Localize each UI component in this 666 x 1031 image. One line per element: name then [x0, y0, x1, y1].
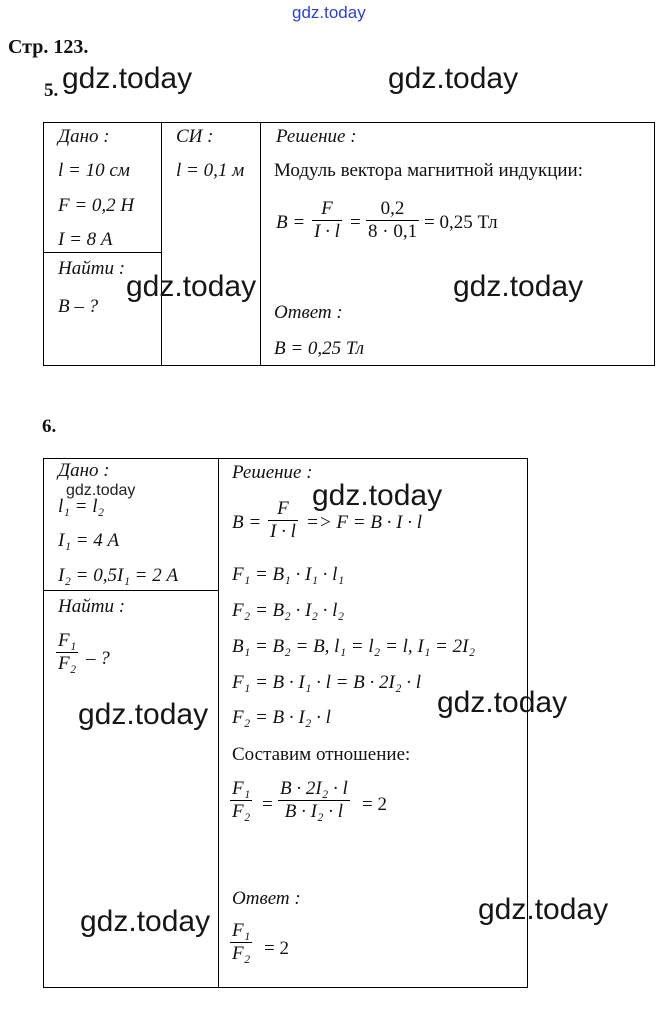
problem6-find-label: Найти :	[58, 596, 126, 617]
page-header: Стр. 123.	[8, 36, 89, 58]
problem5-solution-intro: Модуль вектора магнитной индукции:	[274, 160, 583, 181]
problem5-formula-eq: =	[350, 212, 361, 233]
problem5-divider-1	[161, 122, 162, 366]
problem5-formula-result: = 0,25 Тл	[424, 212, 498, 233]
problem6-given-label: Дано :	[58, 460, 110, 481]
problem5-frac1-num: F	[321, 198, 333, 219]
problem5-frac2-den: 8 · 0,1	[368, 221, 418, 242]
watermark-small: gdz.today	[66, 482, 136, 499]
problem6-ratio-num-left: F₁	[232, 778, 251, 799]
watermark-9: gdz.today	[478, 893, 609, 926]
problem6-ratio-num-right: B · 2I₂ · l	[280, 778, 348, 799]
problem5-answer: B = 0,25 Тл	[274, 338, 365, 359]
problem6-ratio-result: = 2	[362, 794, 387, 815]
problem6-given-1: l₁ = l₂	[58, 496, 105, 517]
problem6-solution-label: Решение :	[232, 462, 313, 483]
problem5-frac1-den: I · l	[314, 221, 340, 242]
problem6-number: 6.	[42, 416, 57, 437]
problem6-line-4: B₁ = B₂ = B, l₁ = l₂ = l, I₁ = 2I₂	[232, 636, 476, 657]
problem6-find-frac	[56, 630, 78, 675]
problem5-si-1: l = 0,1 м	[176, 160, 245, 181]
problem6-line-2: F₁ = B₁ · I₁ · l₁	[232, 564, 345, 585]
problem6-ratio-den-right: B · I₂ · l	[284, 801, 344, 822]
watermark-3: gdz.today	[126, 270, 257, 303]
problem6-line1-den: I · l	[270, 521, 296, 542]
problem6-given-2: I₁ = 4 А	[58, 530, 120, 551]
problem6-answer-num: F₁	[232, 920, 251, 941]
problem5-table	[43, 122, 655, 366]
problem6-divider-1	[218, 458, 219, 988]
problem5-si-label: СИ :	[176, 126, 214, 147]
problem5-given-label: Дано :	[58, 126, 110, 147]
problem6-find-suffix: – ?	[86, 648, 110, 669]
problem6-given-3: I₂ = 0,5I₁ = 2 А	[58, 565, 179, 586]
problem5-divider-2	[260, 122, 261, 366]
problem6-find-den: F₂	[58, 653, 77, 674]
problem6-answer-result: = 2	[264, 938, 289, 959]
problem6-answer-den: F₂	[232, 943, 251, 964]
problem5-answer-label: Ответ :	[274, 302, 343, 323]
problem6-ratio-den-left: F₂	[232, 801, 251, 822]
problem5-find: B – ?	[58, 296, 99, 317]
watermark-top: gdz.today	[292, 3, 366, 22]
problem6-line1-rhs: => F = B · I · l	[306, 512, 423, 533]
problem5-formula-frac1	[312, 198, 342, 243]
watermark-6: gdz.today	[78, 698, 209, 731]
watermark-8: gdz.today	[80, 905, 211, 938]
problem5-given-3: I = 8 А	[58, 229, 113, 250]
problem6-line-3: F₂ = B₂ · I₂ · l₂	[232, 600, 345, 621]
problem5-divider-given	[43, 252, 161, 253]
problem6-ratio-eq: =	[262, 794, 273, 815]
problem6-ratio-frac-left	[230, 778, 252, 823]
problem6-line1-frac	[268, 498, 298, 543]
watermark-1: gdz.today	[62, 62, 193, 95]
problem5-number: 5.	[44, 80, 59, 101]
watermark-2: gdz.today	[388, 62, 519, 95]
problem6-line-6: F₂ = B · I₂ · l	[232, 707, 331, 728]
problem6-find-num: F₁	[58, 630, 77, 651]
problem5-given-2: F = 0,2 Н	[58, 195, 135, 216]
problem6-ratio-label: Составим отношение:	[232, 744, 411, 765]
problem6-answer-frac	[230, 920, 252, 965]
problem5-frac2-num: 0,2	[380, 198, 405, 219]
problem6-line1-num: F	[277, 498, 289, 519]
watermark-7: gdz.today	[437, 686, 568, 719]
problem6-divider-given	[43, 590, 218, 591]
problem6-line-5: F₁ = B · I₁ · l = B · 2I₂ · l	[232, 672, 421, 693]
problem6-line1-lhs: B =	[232, 512, 262, 533]
problem5-formula-frac2	[366, 198, 419, 243]
watermark-5: gdz.today	[312, 479, 443, 512]
problem5-solution-label: Решение :	[276, 126, 357, 147]
problem5-formula-lhs: B =	[276, 212, 306, 233]
problem6-answer-label: Ответ :	[232, 888, 301, 909]
watermark-4: gdz.today	[453, 270, 584, 303]
problem6-ratio-frac-right	[278, 778, 350, 823]
problem5-find-label: Найти :	[58, 258, 126, 279]
problem5-given-1: l = 10 см	[58, 160, 130, 181]
